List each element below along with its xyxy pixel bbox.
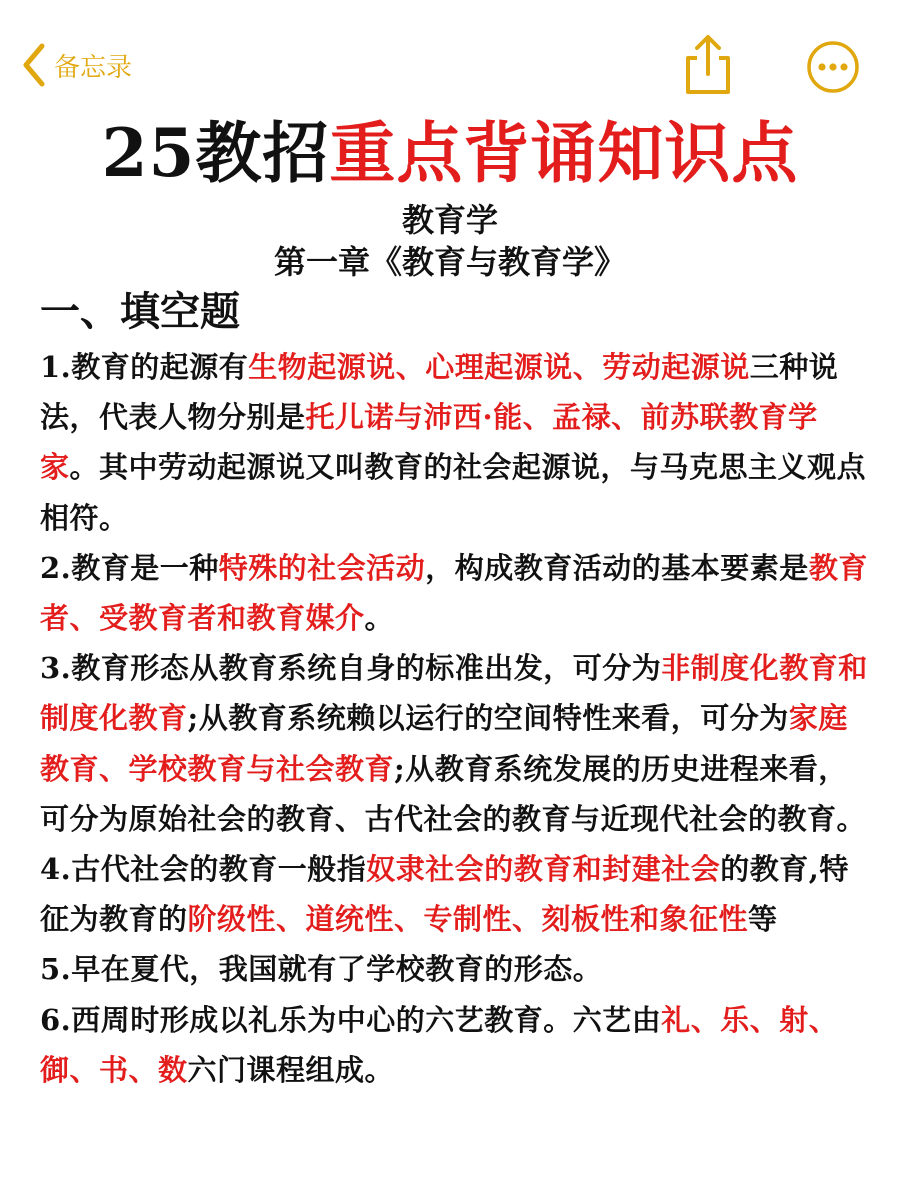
subject-heading: 教育学	[401, 201, 498, 239]
chapter-heading: 第一章《教育与教育学》	[273, 243, 626, 281]
list-item: 1.教育的起源有生物起源说、心理起源说、劳动起源说三种说法，代表人物分别是托儿诺与沛西·能、孟禄、前苏联教育学家。其中劳动起源说又叫教育的社会起源说，与马克思主义观点相符。	[40, 350, 867, 535]
back-label: 备忘录	[54, 52, 133, 83]
more-icon[interactable]	[806, 40, 860, 94]
back-button[interactable]	[20, 42, 132, 88]
list-item: 4.古代社会的教育一般指奴隶社会的教育和封建社会的教育,特征为教育的阶级性、道统性、专制性、刻板性和象征性等	[40, 852, 849, 937]
chevron-left-icon	[20, 42, 48, 88]
list-item: 3.教育形态从教育系统自身的标准出发，可分为非制度化教育和制度化教育;从教育系统赖以运行的空间特性来看，可分为家庭教育、学校教育与社会教育;从教育系统发展的历史进程来看，可分为原始社会的教育、古代社会的教育与近现代社会的教育。	[40, 651, 868, 836]
title-highlight: 重点背诵知识点	[329, 114, 799, 192]
nav-bar	[0, 0, 900, 120]
list-item: 6.西周时形成以礼乐为中心的六艺教育。六艺由礼、乐、射、御、书、数六门课程组成。	[40, 1002, 839, 1087]
share-icon[interactable]	[680, 34, 736, 96]
note-title	[0, 108, 900, 198]
section-heading: 一、填空题	[40, 288, 240, 335]
title-prefix: 25教招	[101, 114, 330, 192]
note-body	[40, 342, 870, 1095]
list-item: 2.教育是一种特殊的社会活动，构成教育活动的基本要素是教育者、受教育者和教育媒介。	[40, 550, 868, 636]
list-item: 5.早在夏代，我国就有了学校教育的形态。	[40, 952, 603, 987]
